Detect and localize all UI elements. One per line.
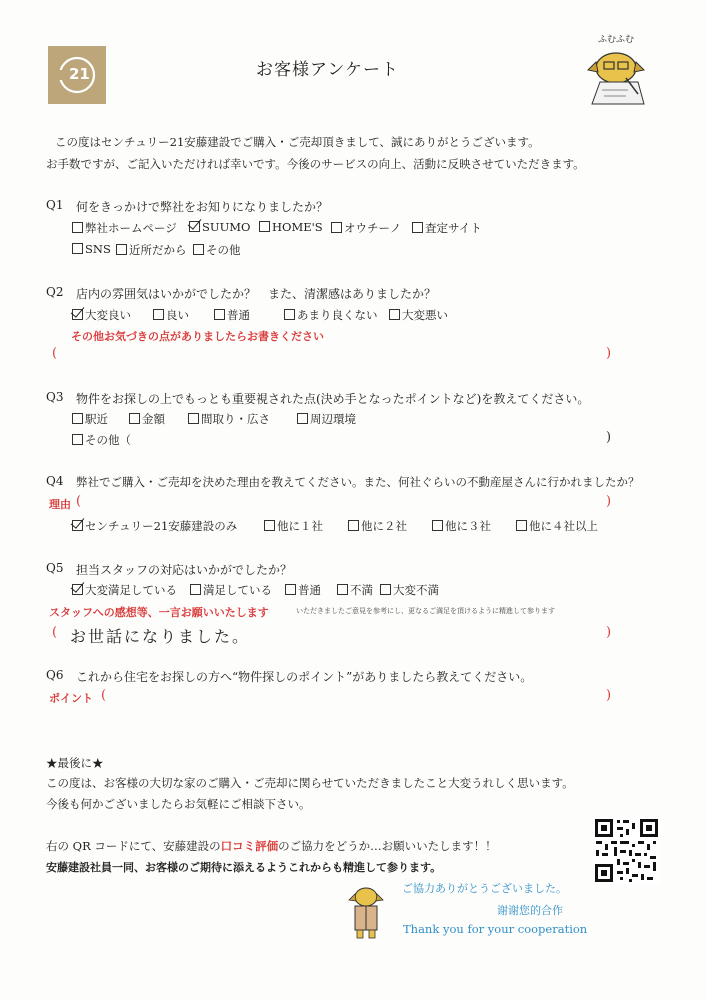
q3-option-price[interactable]: 金額 bbox=[129, 411, 165, 427]
q5-option-satisfied[interactable]: 満足している bbox=[190, 582, 272, 598]
checkbox[interactable] bbox=[72, 243, 83, 254]
q5-option-dissatisfied[interactable]: 不満 bbox=[337, 582, 373, 598]
q5-paren-open: ( bbox=[52, 625, 58, 640]
mascot-caption: ふむふむ bbox=[598, 35, 635, 45]
closing-line-1: この度は、お客様の大切な家のご購入・ご売却に関らせていただきましたこと大変うれしく思います。 bbox=[46, 776, 574, 790]
q4-option-two-more[interactable]: 他に２社 bbox=[348, 518, 407, 534]
q1-option-other[interactable]: その他 bbox=[193, 242, 241, 258]
q2-paren-open: ( bbox=[52, 346, 58, 361]
q5-comment-prompt: スタッフへの感想等、一言お願いいたします bbox=[49, 606, 269, 619]
q4-option-one-more[interactable]: 他に１社 bbox=[264, 518, 323, 534]
q3-option-environment[interactable]: 周辺環境 bbox=[297, 411, 356, 427]
qr-code-graphic bbox=[593, 817, 660, 884]
closing-line-4: 安藤建設社員一同、お客様のご期待に添えるようこれからも精進して参ります。 bbox=[46, 861, 442, 874]
q5-handwritten-answer[interactable]: お世話になりました。 bbox=[70, 627, 251, 646]
q6-paren-close: ) bbox=[606, 688, 612, 703]
q6-paren-open: ( bbox=[101, 688, 107, 703]
thanks-chinese: 谢谢您的合作 bbox=[497, 904, 563, 917]
intro-line-2: お手数ですが、ご記入いただければ幸いです。今後のサービスの向上、活動に反映させていただきます。 bbox=[46, 157, 585, 171]
checkbox[interactable] bbox=[190, 584, 201, 595]
checkbox[interactable] bbox=[337, 584, 348, 595]
q2-option-average[interactable]: 普通 bbox=[214, 307, 250, 323]
checkbox[interactable] bbox=[129, 413, 140, 424]
q4-paren-close: ) bbox=[606, 494, 612, 509]
q6-number: Q6 bbox=[46, 668, 64, 682]
checkbox[interactable] bbox=[412, 222, 423, 233]
thanks-english: Thank you for your cooperation bbox=[403, 922, 588, 936]
checkbox[interactable] bbox=[214, 309, 225, 320]
q4-reason-field[interactable] bbox=[88, 494, 600, 514]
checkbox[interactable] bbox=[297, 413, 308, 424]
checkbox-checked[interactable] bbox=[72, 309, 83, 320]
q1-option-sns[interactable]: SNS bbox=[72, 242, 111, 256]
q6-question: これから住宅をお探しの方へ“物件探しのポイント”がありましたら教えてください。 bbox=[76, 670, 533, 684]
checkbox[interactable] bbox=[264, 520, 275, 531]
checkbox[interactable] bbox=[259, 221, 270, 232]
checkbox[interactable] bbox=[153, 309, 164, 320]
mascot-illustration bbox=[578, 32, 658, 112]
intro-line-1: この度はセンチュリー21安藤建設でご購入・ご売却頂きまして、誠にありがとうございます。 bbox=[55, 135, 540, 149]
q2-paren-close: ) bbox=[606, 346, 612, 361]
q3-option-other[interactable]: その他（ bbox=[72, 432, 131, 448]
q1-option-homepage[interactable]: 弊社ホームページ bbox=[72, 220, 177, 236]
q2-question: 店内の雰囲気はいかがでしたか？ また、清潔感はありましたか？ bbox=[76, 287, 437, 301]
q4-option-four-plus[interactable]: 他に４社以上 bbox=[516, 518, 598, 534]
mascot-bottom-illustration bbox=[343, 884, 388, 940]
q4-paren-open: ( bbox=[76, 494, 82, 509]
q6-point-label: ポイント bbox=[49, 692, 93, 705]
q2-comment-prompt: その他お気づきの点がありましたらお書きください bbox=[71, 330, 324, 343]
q3-other-field[interactable] bbox=[136, 430, 600, 450]
page-title: お客様アンケート bbox=[256, 60, 399, 80]
checkbox[interactable] bbox=[188, 413, 199, 424]
q5-note: いただきましたご意見を参考にし、更なるご満足を頂けるように精進して参ります bbox=[296, 607, 555, 615]
q3-number: Q3 bbox=[46, 390, 64, 404]
q1-option-suumo[interactable]: SUUMO bbox=[189, 220, 250, 234]
q6-point-field[interactable] bbox=[112, 688, 600, 708]
checkbox[interactable] bbox=[389, 309, 400, 320]
company-logo bbox=[48, 46, 106, 104]
q1-option-ouchino[interactable]: オウチーノ bbox=[331, 220, 401, 236]
checkbox[interactable] bbox=[72, 434, 83, 445]
q2-comment-field[interactable] bbox=[64, 346, 600, 366]
q1-question: 何をきっかけで弊社をお知りになりましたか？ bbox=[76, 200, 329, 214]
checkbox[interactable] bbox=[116, 244, 127, 255]
q1-option-homes[interactable]: HOME'S bbox=[259, 220, 323, 234]
thanks-japanese: ご協力ありがとうございました。 bbox=[402, 882, 567, 895]
checkbox[interactable] bbox=[72, 222, 83, 233]
closing-line-2: 今後も何かございましたらお気軽にご相談下さい。 bbox=[46, 797, 311, 811]
q2-number: Q2 bbox=[46, 285, 64, 299]
closing-qr-line: 右の QR コードにて、安藤建設の口コミ評価のご協力をどうか…お願いいたします！！ bbox=[46, 839, 497, 853]
checkbox[interactable] bbox=[284, 309, 295, 320]
q4-question: 弊社でご購入・ご売却を決めた理由を教えてください。また、何社ぐらいの不動産屋さんに行かれましたか？ bbox=[76, 475, 640, 489]
q3-option-station[interactable]: 駅近 bbox=[72, 411, 108, 427]
q4-option-three-more[interactable]: 他に３社 bbox=[432, 518, 491, 534]
qr-code[interactable] bbox=[593, 817, 660, 884]
q5-question: 担当スタッフの対応はいかがでしたか？ bbox=[76, 563, 293, 577]
q2-option-very-good[interactable]: 大変良い bbox=[72, 307, 131, 323]
checkbox-checked[interactable] bbox=[189, 221, 200, 232]
q2-option-good[interactable]: 良い bbox=[153, 307, 189, 323]
q1-number: Q1 bbox=[46, 198, 64, 212]
q2-option-very-bad[interactable]: 大変悪い bbox=[389, 307, 448, 323]
q3-option-layout[interactable]: 間取り・広さ bbox=[188, 411, 270, 427]
q3-question: 物件をお探しの上でもっとも重要視された点(決め手となったポイントなど)を教えてください。 bbox=[76, 392, 590, 406]
q1-option-nearby[interactable]: 近所だから bbox=[116, 242, 187, 258]
review-highlight: 口コミ評価 bbox=[220, 839, 279, 853]
q5-option-very-satisfied[interactable]: 大変満足している bbox=[72, 582, 177, 598]
checkbox[interactable] bbox=[516, 520, 527, 531]
checkbox[interactable] bbox=[72, 413, 83, 424]
checkbox[interactable] bbox=[193, 244, 204, 255]
checkbox[interactable] bbox=[380, 584, 391, 595]
checkbox-checked[interactable] bbox=[72, 584, 83, 595]
checkbox[interactable] bbox=[432, 520, 443, 531]
logo-text: 21 bbox=[69, 65, 90, 83]
checkbox[interactable] bbox=[331, 222, 342, 233]
q3-paren-close: ) bbox=[606, 430, 612, 445]
q4-reason-label: 理由 bbox=[49, 498, 71, 511]
q1-option-assessment-site[interactable]: 査定サイト bbox=[412, 220, 482, 236]
closing-heading: ★最後に★ bbox=[46, 756, 104, 770]
checkbox-checked[interactable] bbox=[72, 520, 83, 531]
checkbox[interactable] bbox=[285, 584, 296, 595]
q5-option-very-dissatisfied[interactable]: 大変不満 bbox=[380, 582, 439, 598]
q5-number: Q5 bbox=[46, 561, 64, 575]
q4-option-only-us[interactable]: センチュリー21安藤建設のみ bbox=[72, 518, 237, 534]
q4-number: Q4 bbox=[46, 474, 64, 488]
q5-option-average[interactable]: 普通 bbox=[285, 582, 321, 598]
q2-option-not-good[interactable]: あまり良くない bbox=[284, 307, 378, 323]
q5-paren-close: ) bbox=[606, 625, 612, 640]
checkbox[interactable] bbox=[348, 520, 359, 531]
